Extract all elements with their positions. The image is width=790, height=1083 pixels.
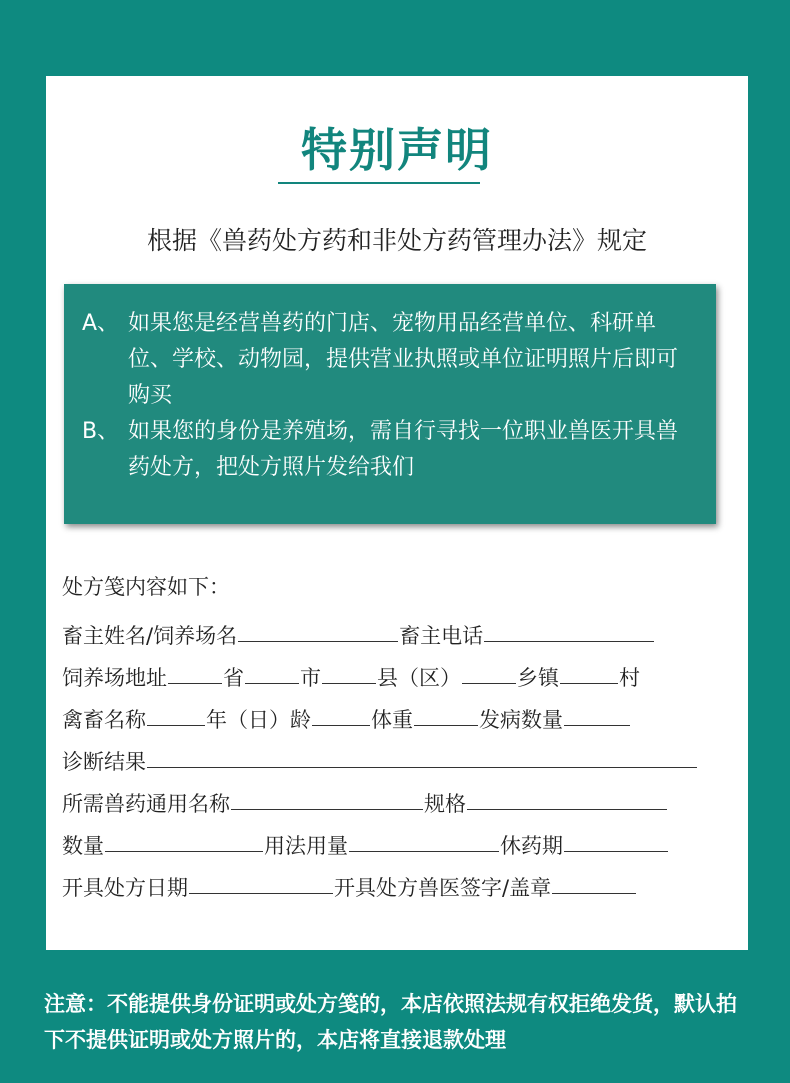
notice-item-b bbox=[82, 414, 698, 486]
owner-name-label: 畜主姓名/饲养场名 bbox=[62, 624, 238, 648]
age-label: 年（日）龄 bbox=[206, 708, 311, 732]
form-row-drug bbox=[62, 776, 718, 818]
city-blank bbox=[245, 682, 299, 684]
province-label: 省 bbox=[223, 666, 244, 690]
weight-label: 体重 bbox=[371, 708, 413, 732]
animal-name-blank bbox=[147, 724, 205, 726]
form-row-diagnosis bbox=[62, 734, 718, 776]
notice-letter-a: A、 bbox=[82, 311, 120, 336]
diagnosis-blank bbox=[147, 766, 697, 768]
form-row-animal bbox=[62, 692, 718, 734]
city-label: 市 bbox=[300, 666, 321, 690]
title-underline bbox=[278, 182, 480, 184]
notice-item-a bbox=[82, 306, 698, 414]
sick-count-label: 发病数量 bbox=[479, 708, 563, 732]
farm-address-label: 饲养场地址 bbox=[62, 666, 167, 690]
withdrawal-blank bbox=[564, 850, 668, 852]
date-label: 开具处方日期 bbox=[62, 876, 188, 900]
town-label: 乡镇 bbox=[517, 666, 559, 690]
animal-name-label: 禽畜名称 bbox=[62, 708, 146, 732]
notice-letter-b: B、 bbox=[82, 419, 120, 444]
form-row-address bbox=[62, 650, 718, 692]
spec-blank bbox=[467, 808, 667, 810]
owner-name-blank bbox=[238, 640, 398, 642]
footer-note: 注意：不能提供身份证明或处方笺的，本店依照法规有权拒绝发货，默认拍下不提供证明或处方照片的，本店将直接退款处理 bbox=[44, 992, 737, 1052]
dosage-blank bbox=[349, 850, 499, 852]
diagnosis-label: 诊断结果 bbox=[62, 750, 146, 774]
withdrawal-label: 休药期 bbox=[500, 834, 563, 858]
county-label: 县（区） bbox=[377, 666, 461, 690]
province-blank bbox=[168, 682, 222, 684]
form-row-signature bbox=[62, 860, 718, 902]
statement-card bbox=[46, 76, 748, 950]
page-title: 特别声明 bbox=[301, 123, 493, 177]
date-blank bbox=[189, 892, 333, 894]
town-blank bbox=[462, 682, 516, 684]
village-blank bbox=[560, 682, 618, 684]
quantity-label: 数量 bbox=[62, 834, 104, 858]
notice-text-b: 如果您的身份是养殖场，需自行寻找一位职业兽医开具兽药处方，把处方照片发给我们 bbox=[128, 419, 679, 480]
spec-label: 规格 bbox=[424, 792, 466, 816]
weight-blank bbox=[414, 724, 478, 726]
notice-text-a: 如果您是经营兽药的门店、宠物用品经营单位、科研单位、学校、动物园，提供营业执照或单位证明照片后即可购买 bbox=[128, 311, 679, 408]
form-intro: 处方笺内容如下： bbox=[62, 575, 230, 599]
age-blank bbox=[312, 724, 370, 726]
drug-name-label: 所需兽药通用名称 bbox=[62, 792, 230, 816]
form-row-quantity bbox=[62, 818, 718, 860]
owner-phone-blank bbox=[484, 640, 654, 642]
owner-phone-label: 畜主电话 bbox=[399, 624, 484, 648]
form-row-owner bbox=[62, 608, 718, 650]
vet-signature-label: 开具处方兽医签字/盖章 bbox=[334, 876, 552, 900]
quantity-blank bbox=[105, 850, 263, 852]
prescription-form bbox=[62, 566, 718, 902]
vet-signature-blank bbox=[552, 892, 636, 894]
notice-box bbox=[64, 284, 716, 524]
village-label: 村 bbox=[619, 666, 640, 690]
sick-count-blank bbox=[564, 724, 630, 726]
regulation-subtitle: 根据《兽药处方药和非处方药管理办法》规定 bbox=[146, 226, 647, 255]
dosage-label: 用法用量 bbox=[264, 834, 348, 858]
drug-name-blank bbox=[231, 808, 423, 810]
county-blank bbox=[322, 682, 376, 684]
